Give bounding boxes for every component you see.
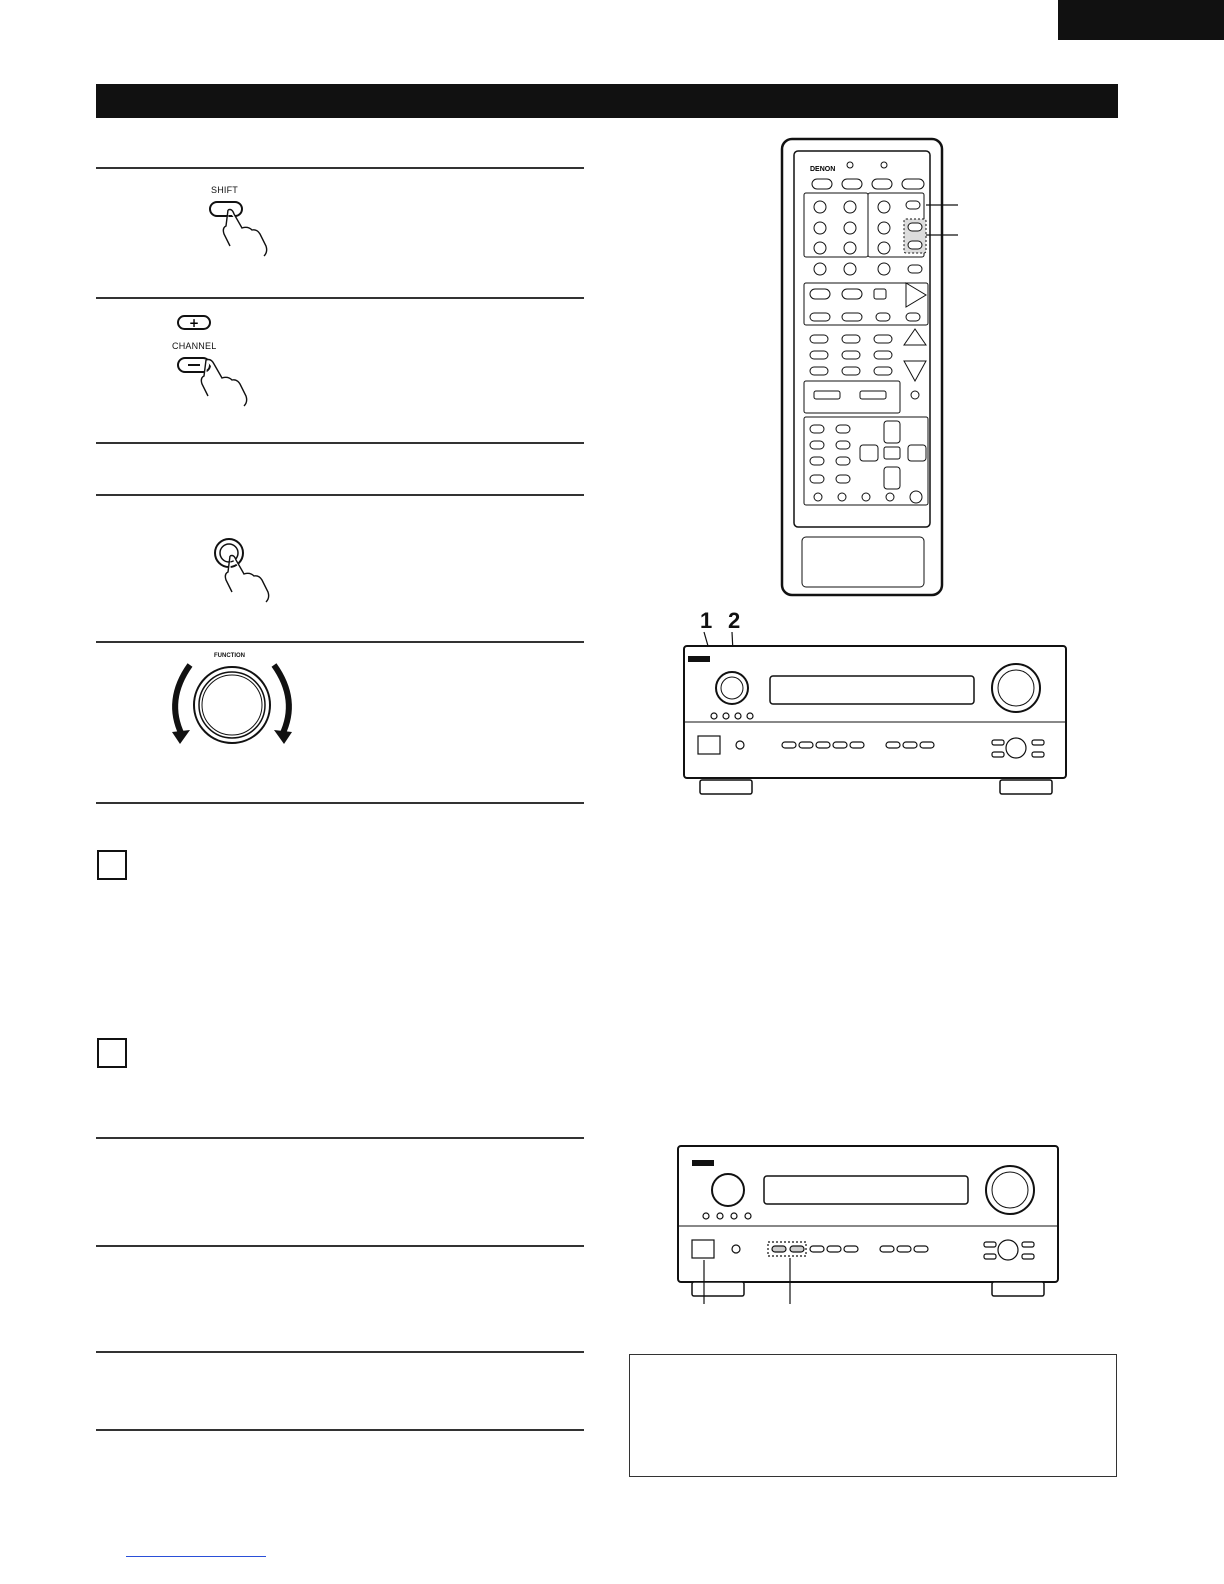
step-box: [97, 1038, 127, 1068]
page-tab: [1058, 0, 1224, 40]
divider: [96, 167, 584, 169]
function-knob-illustration: [160, 660, 310, 760]
rotate-right-arrow-icon: [274, 665, 289, 735]
divider: [96, 1137, 584, 1139]
divider: [96, 802, 584, 804]
link-underline[interactable]: [126, 1556, 266, 1557]
brand-logo: [692, 1160, 714, 1166]
divider: [96, 1429, 584, 1431]
step-number-1: 1: [700, 608, 713, 633]
divider: [96, 1351, 584, 1353]
function-label: FUNCTION: [214, 653, 245, 659]
section-title-bar: [96, 84, 1118, 118]
brand-logo: [688, 656, 710, 662]
shift-button: [210, 202, 242, 216]
divider: [96, 641, 584, 643]
channel-label: CHANNEL: [172, 341, 217, 351]
note-box: [629, 1354, 1117, 1477]
divider: [96, 1245, 584, 1247]
step-number-2: 2: [728, 608, 741, 633]
divider: [96, 494, 584, 496]
receiver-front-panel-illustration-2: [676, 1144, 1066, 1304]
remote-brand: DENON: [810, 166, 836, 173]
step-box: [97, 850, 127, 880]
divider: [96, 297, 584, 299]
shift-button-press-illustration: [200, 196, 280, 256]
divider: [96, 442, 584, 444]
receiver-front-panel-illustration: [682, 632, 1072, 800]
channel-minus-press-illustration: [176, 356, 276, 406]
svg-text:+: +: [188, 316, 200, 330]
remote-control-illustration: [780, 137, 980, 599]
rotate-left-arrow-icon: [175, 665, 190, 735]
round-button-press-illustration: [212, 536, 282, 606]
channel-plus-button: [176, 314, 216, 332]
shift-label: SHIFT: [211, 185, 238, 195]
